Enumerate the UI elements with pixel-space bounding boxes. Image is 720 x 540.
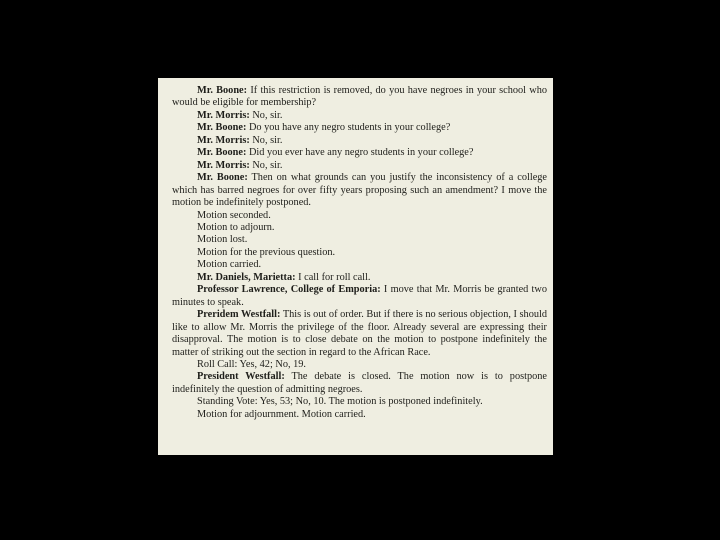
roll-call-line: Roll Call: Yes, 42; No, 19. [197,358,306,370]
statement: Did you ever have any negro students in your college? [248,147,474,159]
statement: I move that Mr. Morris be granted two minutes to speak. [172,284,547,308]
statement: Do you have any negro students in your college? [248,122,451,134]
transcript-line [172,371,547,396]
speaker: Mr. Daniels, Marietta: [197,271,296,283]
speaker: Mr. Boone: [197,85,248,96]
speaker: Mr. Boone: [197,172,248,184]
motion-line: Motion lost. [197,234,248,246]
speaker: President Westfall: [197,371,285,383]
speaker: Mr. Boone: [197,147,247,159]
transcript-line [172,272,547,284]
statement: Then on what grounds can you justify the inconsistency of a college which has barred negroes for over fifty years proposing such an amendment? I move the motion be indefinitely postponed. [172,172,547,209]
speaker: Mr. Morris: [197,134,250,146]
transcript-line [172,85,547,110]
transcript-line [172,147,547,159]
speaker: Preridem Westfall: [197,309,281,321]
standing-vote-line: Standing Vote: Yes, 53; No, 10. The motion is postponed indefinitely. [197,396,483,408]
statement: This is out of order. But if there is no serious objection, I should like to allow Mr. Morris the privilege of the floor. Already several are expressing their disapproval. The motion is to close debate on the motion to postpone indefinitely the matter of striking out the section in regard to the African Race. [172,309,547,358]
statement: No, sir. [252,109,283,121]
transcript-line [172,160,547,172]
motion-line: Motion for the previous question. [197,246,336,258]
statement: No, sir. [252,159,283,171]
motion-line: Motion carried. [197,259,262,271]
statement: I call for roll call. [298,271,371,283]
transcript-line [172,309,547,359]
scanned-page [158,78,553,455]
transcript-line [172,110,547,122]
motion-line: Motion to adjourn. [197,221,275,233]
statement: If this restriction is removed, do you have negroes in your school who would be eligible for membership? [172,85,547,109]
transcript-line [172,122,547,134]
adjournment-line: Motion for adjournment. Motion carried. [197,408,366,420]
speaker: Mr. Boone: [197,122,247,134]
transcript [172,85,547,421]
transcript-line [172,284,547,309]
statement: No, sir. [252,134,283,146]
speaker: Mr. Morris: [197,159,250,171]
transcript-line [172,135,547,147]
transcript-line [172,172,547,209]
speaker: Professor Lawrence, College of Emporia: [197,284,381,296]
statement: The debate is closed. The motion now is to postpone indefinitely the question of admitting negroes. [172,371,547,395]
speaker: Mr. Morris: [197,109,250,121]
motion-line: Motion seconded. [197,209,271,221]
